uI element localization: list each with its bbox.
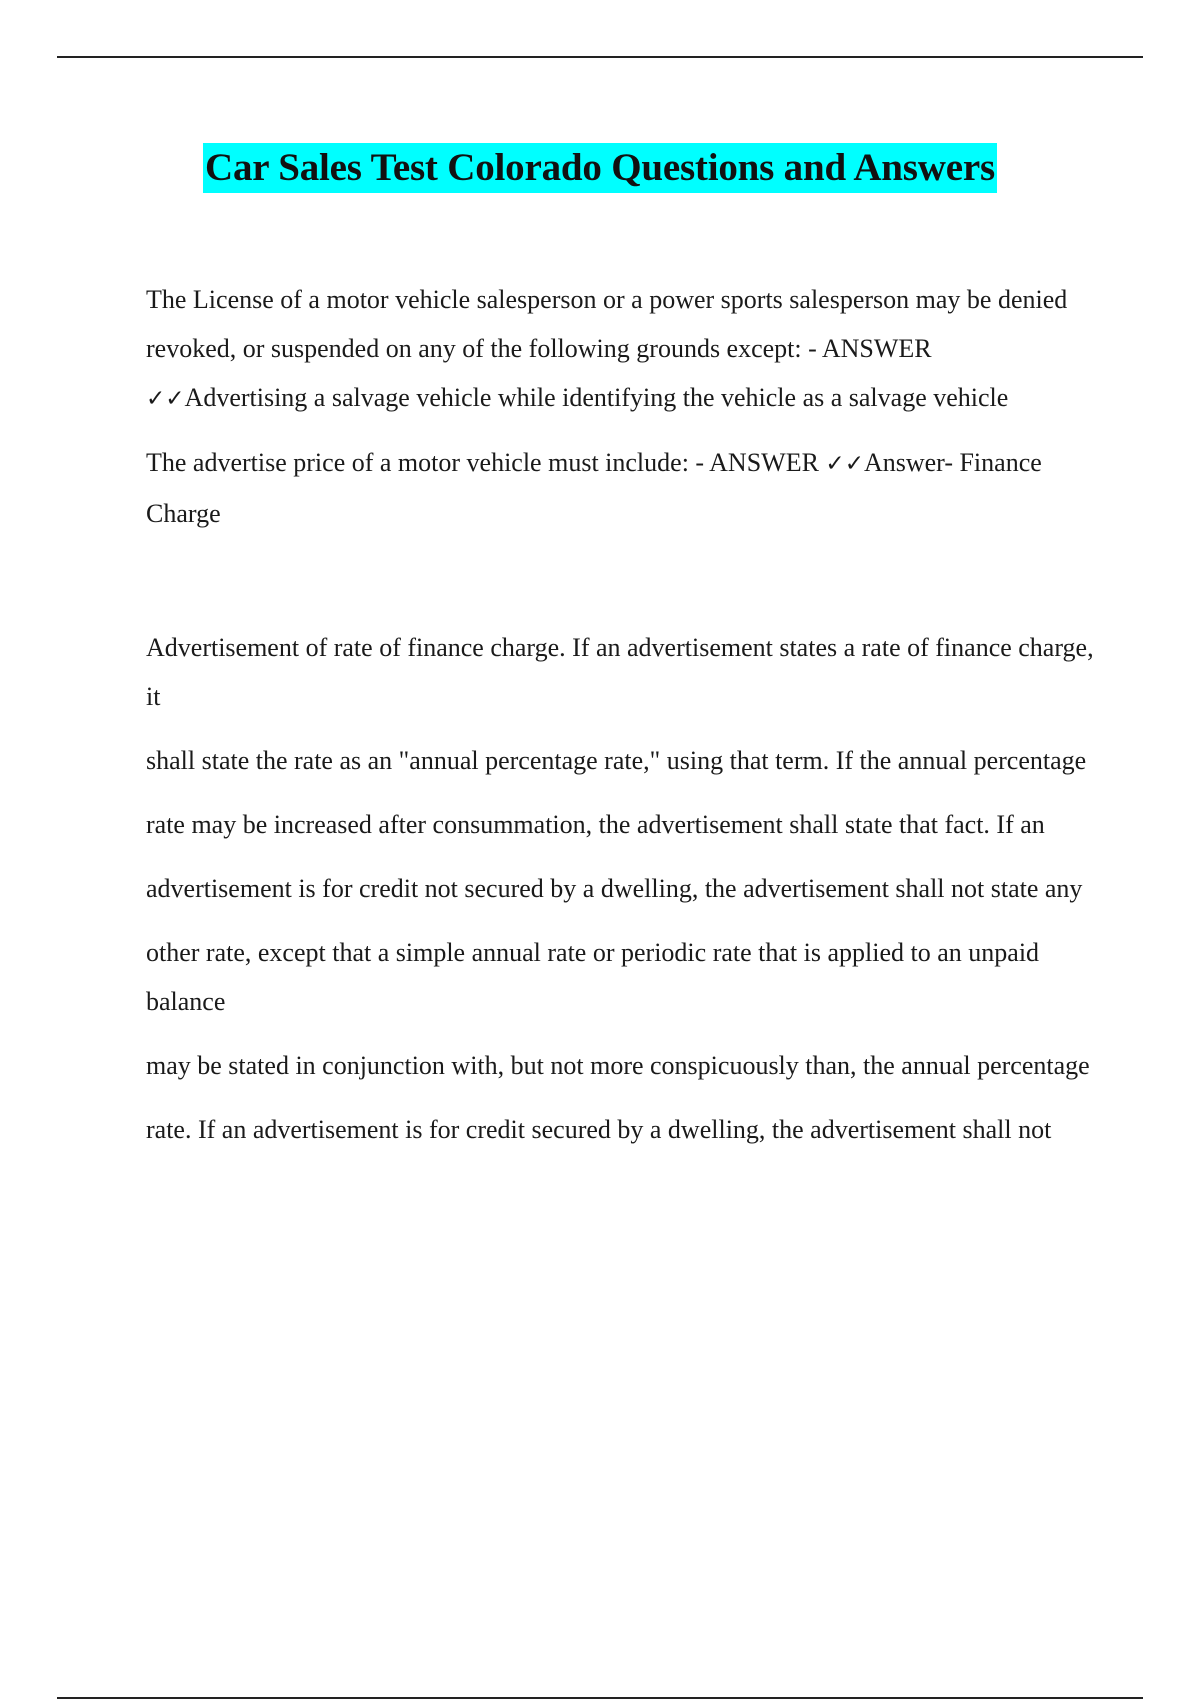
passage-line: may be stated in conjunction with, but not more conspicuously than, the annual percentage bbox=[146, 1051, 1090, 1080]
document-title: Car Sales Test Colorado Questions and Answers bbox=[203, 143, 997, 193]
passage-line: shall state the rate as an "annual percentage rate," using that term. If the annual percentage bbox=[146, 746, 1087, 775]
passage-line: Advertisement of rate of finance charge. If an advertisement states a rate of finance charge, it bbox=[146, 633, 1094, 711]
answer-2: Answer- Finance Charge bbox=[146, 448, 1042, 528]
checkmark-icon: ✓✓ bbox=[146, 386, 185, 412]
checkmark-icon: ✓✓ bbox=[825, 451, 864, 477]
top-rule bbox=[57, 56, 1143, 58]
passage-line: rate may be increased after consummation, the advertisement shall state that fact. If an bbox=[146, 810, 1045, 839]
qa-item-2 bbox=[146, 438, 1096, 538]
bottom-rule bbox=[57, 1697, 1143, 1699]
passage-line: advertisement is for credit not secured by a dwelling, the advertisement shall not state any bbox=[146, 874, 1083, 903]
passage-line: rate. If an advertisement is for credit secured by a dwelling, the advertisement shall not bbox=[146, 1115, 1052, 1144]
answer-1: Advertising a salvage vehicle while identifying the vehicle as a salvage vehicle bbox=[184, 383, 1009, 412]
qa-item-1 bbox=[146, 275, 1096, 424]
title-block bbox=[0, 143, 1200, 193]
question-2: The advertise price of a motor vehicle must include: - ANSWER bbox=[146, 448, 826, 477]
passage-line: other rate, except that a simple annual rate or periodic rate that is applied to an unpaid balance bbox=[146, 938, 1040, 1016]
question-1: The License of a motor vehicle salesperson or a power sports salesperson may be denied revoked, or suspended on any of the following grounds except: - ANSWER bbox=[146, 285, 1068, 363]
document-body bbox=[146, 275, 1096, 1169]
